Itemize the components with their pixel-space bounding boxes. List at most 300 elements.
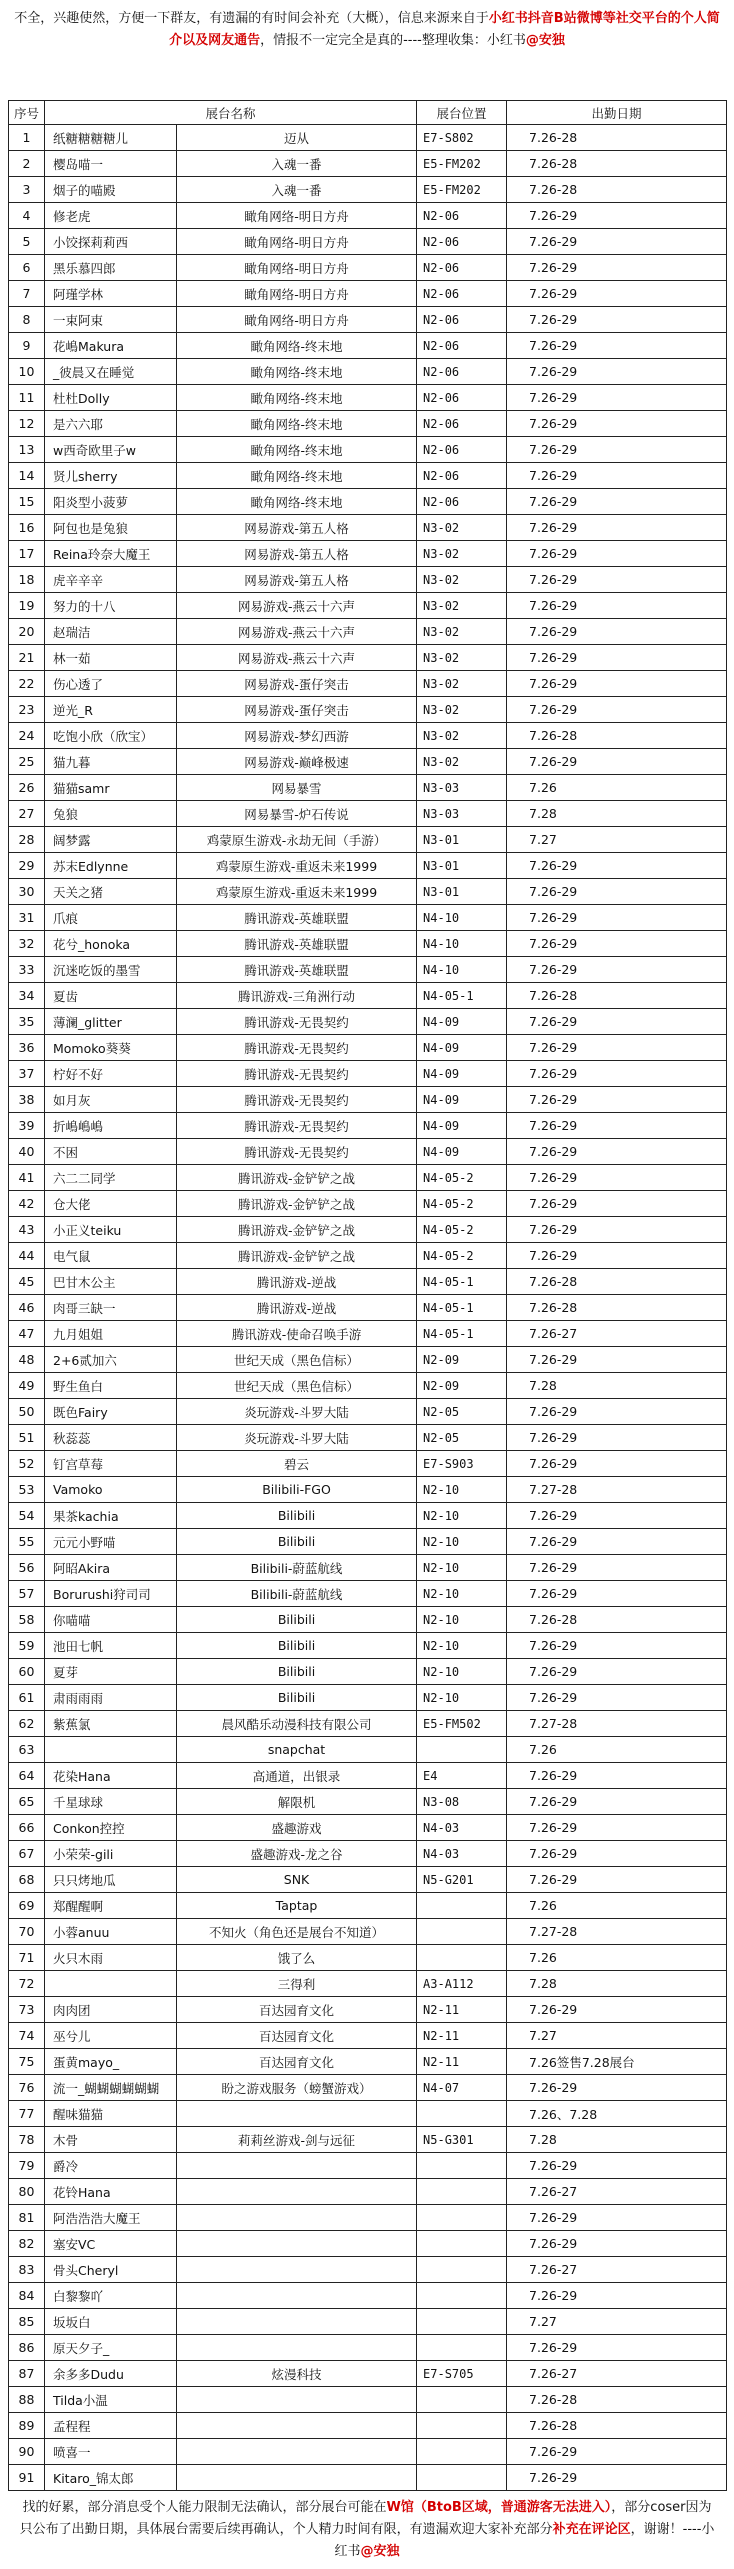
row-index: 35 <box>9 1009 45 1035</box>
row-date: 7.28 <box>507 1373 727 1399</box>
row-date: 7.26-29 <box>507 2335 727 2361</box>
row-index: 42 <box>9 1191 45 1217</box>
row-location: N3-08 <box>417 1789 507 1815</box>
row-index: 48 <box>9 1347 45 1373</box>
row-coser-name: 余多多Dudu <box>45 2361 177 2387</box>
row-booth-name: 网易游戏-第五人格 <box>177 567 417 593</box>
row-date: 7.27 <box>507 2023 727 2049</box>
row-booth-name: 碧云 <box>177 1451 417 1477</box>
row-coser-name: 花铃Hana <box>45 2179 177 2205</box>
row-booth-name <box>177 2465 417 2491</box>
row-index: 60 <box>9 1659 45 1685</box>
row-location <box>417 2465 507 2491</box>
row-booth-name: 腾讯游戏-英雄联盟 <box>177 905 417 931</box>
row-coser-name: 一束阿束 <box>45 307 177 333</box>
row-location <box>417 2153 507 2179</box>
row-booth-name: 瞰角网络-终末地 <box>177 489 417 515</box>
row-booth-name <box>177 2179 417 2205</box>
row-date: 7.26-29 <box>507 1113 727 1139</box>
row-index: 8 <box>9 307 45 333</box>
row-date: 7.26-29 <box>507 515 727 541</box>
row-date: 7.26-29 <box>507 1529 727 1555</box>
row-booth-name <box>177 2283 417 2309</box>
table-row <box>9 723 727 749</box>
row-coser-name: 2+6贰加六 <box>45 1347 177 1373</box>
row-coser-name: 千星球球 <box>45 1789 177 1815</box>
row-coser-name: 纸糖糖糖糖儿 <box>45 125 177 151</box>
row-index: 10 <box>9 359 45 385</box>
row-index: 54 <box>9 1503 45 1529</box>
row-booth-name: 瞰角网络-终末地 <box>177 411 417 437</box>
table-row <box>9 1451 727 1477</box>
table-row <box>9 333 727 359</box>
row-location: N3-02 <box>417 723 507 749</box>
row-location: N4-09 <box>417 1061 507 1087</box>
row-coser-name: 如月灰 <box>45 1087 177 1113</box>
row-location: N2-06 <box>417 333 507 359</box>
row-booth-name: Bilibili <box>177 1685 417 1711</box>
row-index: 89 <box>9 2413 45 2439</box>
row-booth-name: 瞰角网络-明日方舟 <box>177 281 417 307</box>
row-booth-name: 瞰角网络-终末地 <box>177 385 417 411</box>
row-location: N3-02 <box>417 697 507 723</box>
row-location: N3-01 <box>417 879 507 905</box>
row-location <box>417 2309 507 2335</box>
row-location: N2-10 <box>417 1503 507 1529</box>
table-row <box>9 359 727 385</box>
row-location: N4-05-2 <box>417 1191 507 1217</box>
table-row <box>9 2413 727 2439</box>
table-row <box>9 879 727 905</box>
row-location: N2-06 <box>417 203 507 229</box>
row-index: 38 <box>9 1087 45 1113</box>
row-location: E7-S705 <box>417 2361 507 2387</box>
row-coser-name: Reina玲奈大魔王 <box>45 541 177 567</box>
table-row <box>9 1711 727 1737</box>
row-coser-name: 薄澜_glitter <box>45 1009 177 1035</box>
row-coser-name: Tilda小温 <box>45 2387 177 2413</box>
row-booth-name: 解限机 <box>177 1789 417 1815</box>
row-index: 20 <box>9 619 45 645</box>
row-date: 7.27-28 <box>507 1919 727 1945</box>
table-row <box>9 2465 727 2491</box>
row-date: 7.26、7.28 <box>507 2101 727 2127</box>
row-date: 7.26-29 <box>507 307 727 333</box>
header-author: @安独 <box>525 33 565 48</box>
row-index: 17 <box>9 541 45 567</box>
row-date: 7.26-29 <box>507 905 727 931</box>
table-row <box>9 2257 727 2283</box>
row-index: 82 <box>9 2231 45 2257</box>
row-date: 7.26-28 <box>507 1607 727 1633</box>
row-coser-name: 夏芽 <box>45 1659 177 1685</box>
table-row <box>9 1529 727 1555</box>
row-index: 66 <box>9 1815 45 1841</box>
row-coser-name: 爵冷 <box>45 2153 177 2179</box>
row-coser-name: 杜杜Dolly <box>45 385 177 411</box>
row-date: 7.26-29 <box>507 1841 727 1867</box>
row-location: N3-02 <box>417 645 507 671</box>
row-location: N2-11 <box>417 2023 507 2049</box>
row-date: 7.26-29 <box>507 463 727 489</box>
row-index: 76 <box>9 2075 45 2101</box>
table-body <box>9 125 727 2491</box>
row-location: E5-FM202 <box>417 177 507 203</box>
row-booth-name: 腾讯游戏-英雄联盟 <box>177 931 417 957</box>
row-date: 7.26-29 <box>507 385 727 411</box>
row-location: N2-06 <box>417 307 507 333</box>
row-date: 7.26-27 <box>507 2179 727 2205</box>
row-booth-name <box>177 2309 417 2335</box>
row-date: 7.26-29 <box>507 411 727 437</box>
row-booth-name: 网易游戏-燕云十六声 <box>177 593 417 619</box>
row-location: N3-03 <box>417 801 507 827</box>
row-booth-name: 腾讯游戏-逆战 <box>177 1295 417 1321</box>
row-coser-name: 天关之猪 <box>45 879 177 905</box>
row-coser-name: 骨头Cheryl <box>45 2257 177 2283</box>
row-date: 7.26-29 <box>507 619 727 645</box>
row-coser-name: 小荣荣-gili <box>45 1841 177 1867</box>
row-index: 91 <box>9 2465 45 2491</box>
row-date: 7.26-29 <box>507 749 727 775</box>
row-booth-name: 腾讯游戏-无畏契约 <box>177 1009 417 1035</box>
row-location <box>417 2335 507 2361</box>
table-row <box>9 255 727 281</box>
row-date: 7.26-29 <box>507 853 727 879</box>
row-booth-name: 网易游戏-梦幻西游 <box>177 723 417 749</box>
row-index: 56 <box>9 1555 45 1581</box>
row-index: 52 <box>9 1451 45 1477</box>
row-booth-name: 腾讯游戏-无畏契约 <box>177 1061 417 1087</box>
table-row <box>9 489 727 515</box>
row-date: 7.28 <box>507 2127 727 2153</box>
row-booth-name: 盛趣游戏-龙之谷 <box>177 1841 417 1867</box>
row-index: 12 <box>9 411 45 437</box>
table-row <box>9 385 727 411</box>
table-row <box>9 1997 727 2023</box>
row-booth-name: 莉莉丝游戏-剑与远征 <box>177 2127 417 2153</box>
row-index: 88 <box>9 2387 45 2413</box>
row-coser-name: 巴甘木公主 <box>45 1269 177 1295</box>
table-row <box>9 1425 727 1451</box>
row-index: 1 <box>9 125 45 151</box>
row-booth-name: 迈从 <box>177 125 417 151</box>
row-date: 7.26-28 <box>507 125 727 151</box>
row-coser-name: 阿瑾学林 <box>45 281 177 307</box>
table-row <box>9 2153 727 2179</box>
row-location: N5-G301 <box>417 2127 507 2153</box>
row-date: 7.26-29 <box>507 1763 727 1789</box>
row-coser-name <box>45 1971 177 1997</box>
row-location: N4-03 <box>417 1815 507 1841</box>
row-booth-name: 网易游戏-第五人格 <box>177 515 417 541</box>
table-row <box>9 697 727 723</box>
row-index: 4 <box>9 203 45 229</box>
row-coser-name: 紫蕉氯 <box>45 1711 177 1737</box>
row-location: N2-06 <box>417 411 507 437</box>
row-index: 59 <box>9 1633 45 1659</box>
table-row <box>9 203 727 229</box>
row-location: N4-05-2 <box>417 1165 507 1191</box>
row-coser-name: 你喵喵 <box>45 1607 177 1633</box>
row-booth-name: 世纪天成（黑色信标） <box>177 1347 417 1373</box>
row-location <box>417 1919 507 1945</box>
row-location: N3-02 <box>417 515 507 541</box>
row-booth-name: 不知火（角色还是展台不知道） <box>177 1919 417 1945</box>
row-index: 55 <box>9 1529 45 1555</box>
row-index: 26 <box>9 775 45 801</box>
row-booth-name: 瞰角网络-终末地 <box>177 463 417 489</box>
row-booth-name: 网易游戏-蛋仔突击 <box>177 697 417 723</box>
row-date: 7.26-29 <box>507 203 727 229</box>
row-location: N2-06 <box>417 463 507 489</box>
row-coser-name: 肃雨雨雨 <box>45 1685 177 1711</box>
row-booth-name: 百达园育文化 <box>177 2049 417 2075</box>
table-row <box>9 1763 727 1789</box>
row-index: 77 <box>9 2101 45 2127</box>
row-location: N4-09 <box>417 1035 507 1061</box>
row-date: 7.26签售7.28展台 <box>507 2049 727 2075</box>
row-coser-name: 巫兮儿 <box>45 2023 177 2049</box>
row-booth-name: 瞰角网络-明日方舟 <box>177 255 417 281</box>
row-location: N3-03 <box>417 775 507 801</box>
row-index: 49 <box>9 1373 45 1399</box>
row-date: 7.26-29 <box>507 255 727 281</box>
table-row <box>9 567 727 593</box>
row-coser-name: Kitaro_锦太郎 <box>45 2465 177 2491</box>
row-coser-name: 是六六耶 <box>45 411 177 437</box>
row-location: E5-FM202 <box>417 151 507 177</box>
row-location: N4-05-1 <box>417 1321 507 1347</box>
row-location: E7-S903 <box>417 1451 507 1477</box>
row-booth-name: 腾讯游戏-无畏契约 <box>177 1035 417 1061</box>
row-coser-name: 逆光_R <box>45 697 177 723</box>
row-booth-name: 炎玩游戏-斗罗大陆 <box>177 1425 417 1451</box>
row-index: 51 <box>9 1425 45 1451</box>
row-index: 67 <box>9 1841 45 1867</box>
row-coser-name: 孟程程 <box>45 2413 177 2439</box>
row-index: 83 <box>9 2257 45 2283</box>
table-row <box>9 1191 727 1217</box>
row-booth-name <box>177 2439 417 2465</box>
row-coser-name: 肉哥三缺一 <box>45 1295 177 1321</box>
row-date: 7.26-29 <box>507 645 727 671</box>
table-row <box>9 2309 727 2335</box>
row-location: N3-01 <box>417 853 507 879</box>
row-booth-name: 瞰角网络-明日方舟 <box>177 203 417 229</box>
row-index: 11 <box>9 385 45 411</box>
row-location: N2-10 <box>417 1529 507 1555</box>
row-index: 63 <box>9 1737 45 1763</box>
footer-text-3: ，谢谢！----小红书 <box>334 2522 715 2559</box>
table-row <box>9 437 727 463</box>
table-row <box>9 515 727 541</box>
row-index: 13 <box>9 437 45 463</box>
row-date: 7.26-29 <box>507 671 727 697</box>
row-date: 7.26-29 <box>507 1009 727 1035</box>
row-index: 84 <box>9 2283 45 2309</box>
row-coser-name: 阿昭Akira <box>45 1555 177 1581</box>
table-row <box>9 411 727 437</box>
row-location: N2-11 <box>417 2049 507 2075</box>
row-location: N2-06 <box>417 437 507 463</box>
row-location: N4-05-1 <box>417 983 507 1009</box>
row-coser-name: 六二二同学 <box>45 1165 177 1191</box>
row-date: 7.26-29 <box>507 2231 727 2257</box>
row-index: 86 <box>9 2335 45 2361</box>
row-coser-name: 阔梦露 <box>45 827 177 853</box>
footer-text-1: 找的好累，部分消息受个人能力限制无法确认，部分展台可能在 <box>22 2500 387 2515</box>
row-booth-name: 腾讯游戏-逆战 <box>177 1269 417 1295</box>
row-booth-name: 腾讯游戏-无畏契约 <box>177 1139 417 1165</box>
row-location: N2-11 <box>417 1997 507 2023</box>
row-coser-name: 爪痕 <box>45 905 177 931</box>
table-row <box>9 619 727 645</box>
table-row <box>9 1581 727 1607</box>
row-booth-name <box>177 2101 417 2127</box>
row-coser-name: 折嶋嶋嶋 <box>45 1113 177 1139</box>
row-location <box>417 1893 507 1919</box>
row-date: 7.26-29 <box>507 437 727 463</box>
row-coser-name: 电气鼠 <box>45 1243 177 1269</box>
row-booth-name: 入魂一番 <box>177 151 417 177</box>
row-date: 7.26-29 <box>507 879 727 905</box>
table-row <box>9 2231 727 2257</box>
row-coser-name: 仓大佬 <box>45 1191 177 1217</box>
row-booth-name: 腾讯游戏-无畏契约 <box>177 1087 417 1113</box>
table-row <box>9 1867 727 1893</box>
row-date: 7.26-29 <box>507 1815 727 1841</box>
row-index: 61 <box>9 1685 45 1711</box>
row-index: 90 <box>9 2439 45 2465</box>
row-booth-name: 网易游戏-巅峰极速 <box>177 749 417 775</box>
row-coser-name: 兔狼 <box>45 801 177 827</box>
row-coser-name: 修老虎 <box>45 203 177 229</box>
row-coser-name: 小蓉anuu <box>45 1919 177 1945</box>
row-date: 7.26 <box>507 1737 727 1763</box>
header-index: 序号 <box>9 101 45 125</box>
row-booth-name: 鸡蒙原生游戏-永劫无间（手游） <box>177 827 417 853</box>
row-index: 7 <box>9 281 45 307</box>
row-index: 85 <box>9 2309 45 2335</box>
row-coser-name: 赵瑞洁 <box>45 619 177 645</box>
row-coser-name: 贤儿sherry <box>45 463 177 489</box>
row-location: N4-09 <box>417 1087 507 1113</box>
row-location: N3-02 <box>417 541 507 567</box>
row-index: 75 <box>9 2049 45 2075</box>
row-date: 7.26-29 <box>507 957 727 983</box>
row-booth-name: 网易游戏-第五人格 <box>177 541 417 567</box>
row-index: 30 <box>9 879 45 905</box>
row-booth-name: Bilibili <box>177 1503 417 1529</box>
row-location: N4-05-2 <box>417 1243 507 1269</box>
row-date: 7.26-27 <box>507 1321 727 1347</box>
row-coser-name: 肉肉团 <box>45 1997 177 2023</box>
row-location <box>417 1945 507 1971</box>
table-row <box>9 307 727 333</box>
row-date: 7.26-29 <box>507 1997 727 2023</box>
row-location <box>417 2101 507 2127</box>
row-coser-name: 火只木雨 <box>45 1945 177 1971</box>
row-date: 7.26-28 <box>507 151 727 177</box>
row-date: 7.26-29 <box>507 1789 727 1815</box>
row-coser-name: 小饺探莉莉西 <box>45 229 177 255</box>
row-index: 24 <box>9 723 45 749</box>
row-date: 7.26-29 <box>507 1191 727 1217</box>
row-booth-name: 网易游戏-蛋仔突击 <box>177 671 417 697</box>
row-date: 7.26-29 <box>507 1139 727 1165</box>
row-location: E5-FM502 <box>417 1711 507 1737</box>
row-index: 73 <box>9 1997 45 2023</box>
row-booth-name: 瞰角网络-明日方舟 <box>177 229 417 255</box>
row-date: 7.26 <box>507 1945 727 1971</box>
row-location: N2-10 <box>417 1555 507 1581</box>
row-date: 7.27 <box>507 827 727 853</box>
row-booth-name <box>177 2413 417 2439</box>
row-location: N4-10 <box>417 931 507 957</box>
row-date: 7.26-29 <box>507 281 727 307</box>
row-index: 45 <box>9 1269 45 1295</box>
row-booth-name: 盛趣游戏 <box>177 1815 417 1841</box>
row-date: 7.26-29 <box>507 1035 727 1061</box>
table-row <box>9 2049 727 2075</box>
row-date: 7.26-29 <box>507 1451 727 1477</box>
row-index: 18 <box>9 567 45 593</box>
row-index: 37 <box>9 1061 45 1087</box>
row-date: 7.26-29 <box>507 2205 727 2231</box>
row-location: N4-10 <box>417 957 507 983</box>
row-index: 40 <box>9 1139 45 1165</box>
row-booth-name: 网易暴雪 <box>177 775 417 801</box>
table-row <box>9 853 727 879</box>
row-index: 14 <box>9 463 45 489</box>
row-location: N4-09 <box>417 1113 507 1139</box>
table-row <box>9 1633 727 1659</box>
row-booth-name <box>177 2335 417 2361</box>
row-coser-name: 沉迷吃饭的墨雪 <box>45 957 177 983</box>
table-row <box>9 2023 727 2049</box>
table-row <box>9 1503 727 1529</box>
row-location: E7-S802 <box>417 125 507 151</box>
table-row <box>9 1217 727 1243</box>
row-date: 7.26-29 <box>507 931 727 957</box>
row-date: 7.26-29 <box>507 1633 727 1659</box>
table-row <box>9 2075 727 2101</box>
row-date: 7.27-28 <box>507 1477 727 1503</box>
row-coser-name: 烟子的喵殿 <box>45 177 177 203</box>
row-date: 7.28 <box>507 801 727 827</box>
row-booth-name: Bilibili-蔚蓝航线 <box>177 1581 417 1607</box>
table-header-row <box>9 101 727 125</box>
row-booth-name: Bilibili-FGO <box>177 1477 417 1503</box>
table-row <box>9 1009 727 1035</box>
table-row <box>9 1139 727 1165</box>
row-index: 69 <box>9 1893 45 1919</box>
row-index: 21 <box>9 645 45 671</box>
header-booth-name: 展台名称 <box>45 101 417 125</box>
row-date: 7.26 <box>507 775 727 801</box>
row-date: 7.26-29 <box>507 2153 727 2179</box>
row-date: 7.26-29 <box>507 1503 727 1529</box>
row-index: 25 <box>9 749 45 775</box>
footer-highlight-comment: 补充在评论区 <box>552 2522 631 2537</box>
row-coser-name: 虎辛辛辛 <box>45 567 177 593</box>
row-index: 36 <box>9 1035 45 1061</box>
row-date: 7.26-29 <box>507 2283 727 2309</box>
row-coser-name: 不困 <box>45 1139 177 1165</box>
row-index: 64 <box>9 1763 45 1789</box>
row-coser-name: 努力的十八 <box>45 593 177 619</box>
